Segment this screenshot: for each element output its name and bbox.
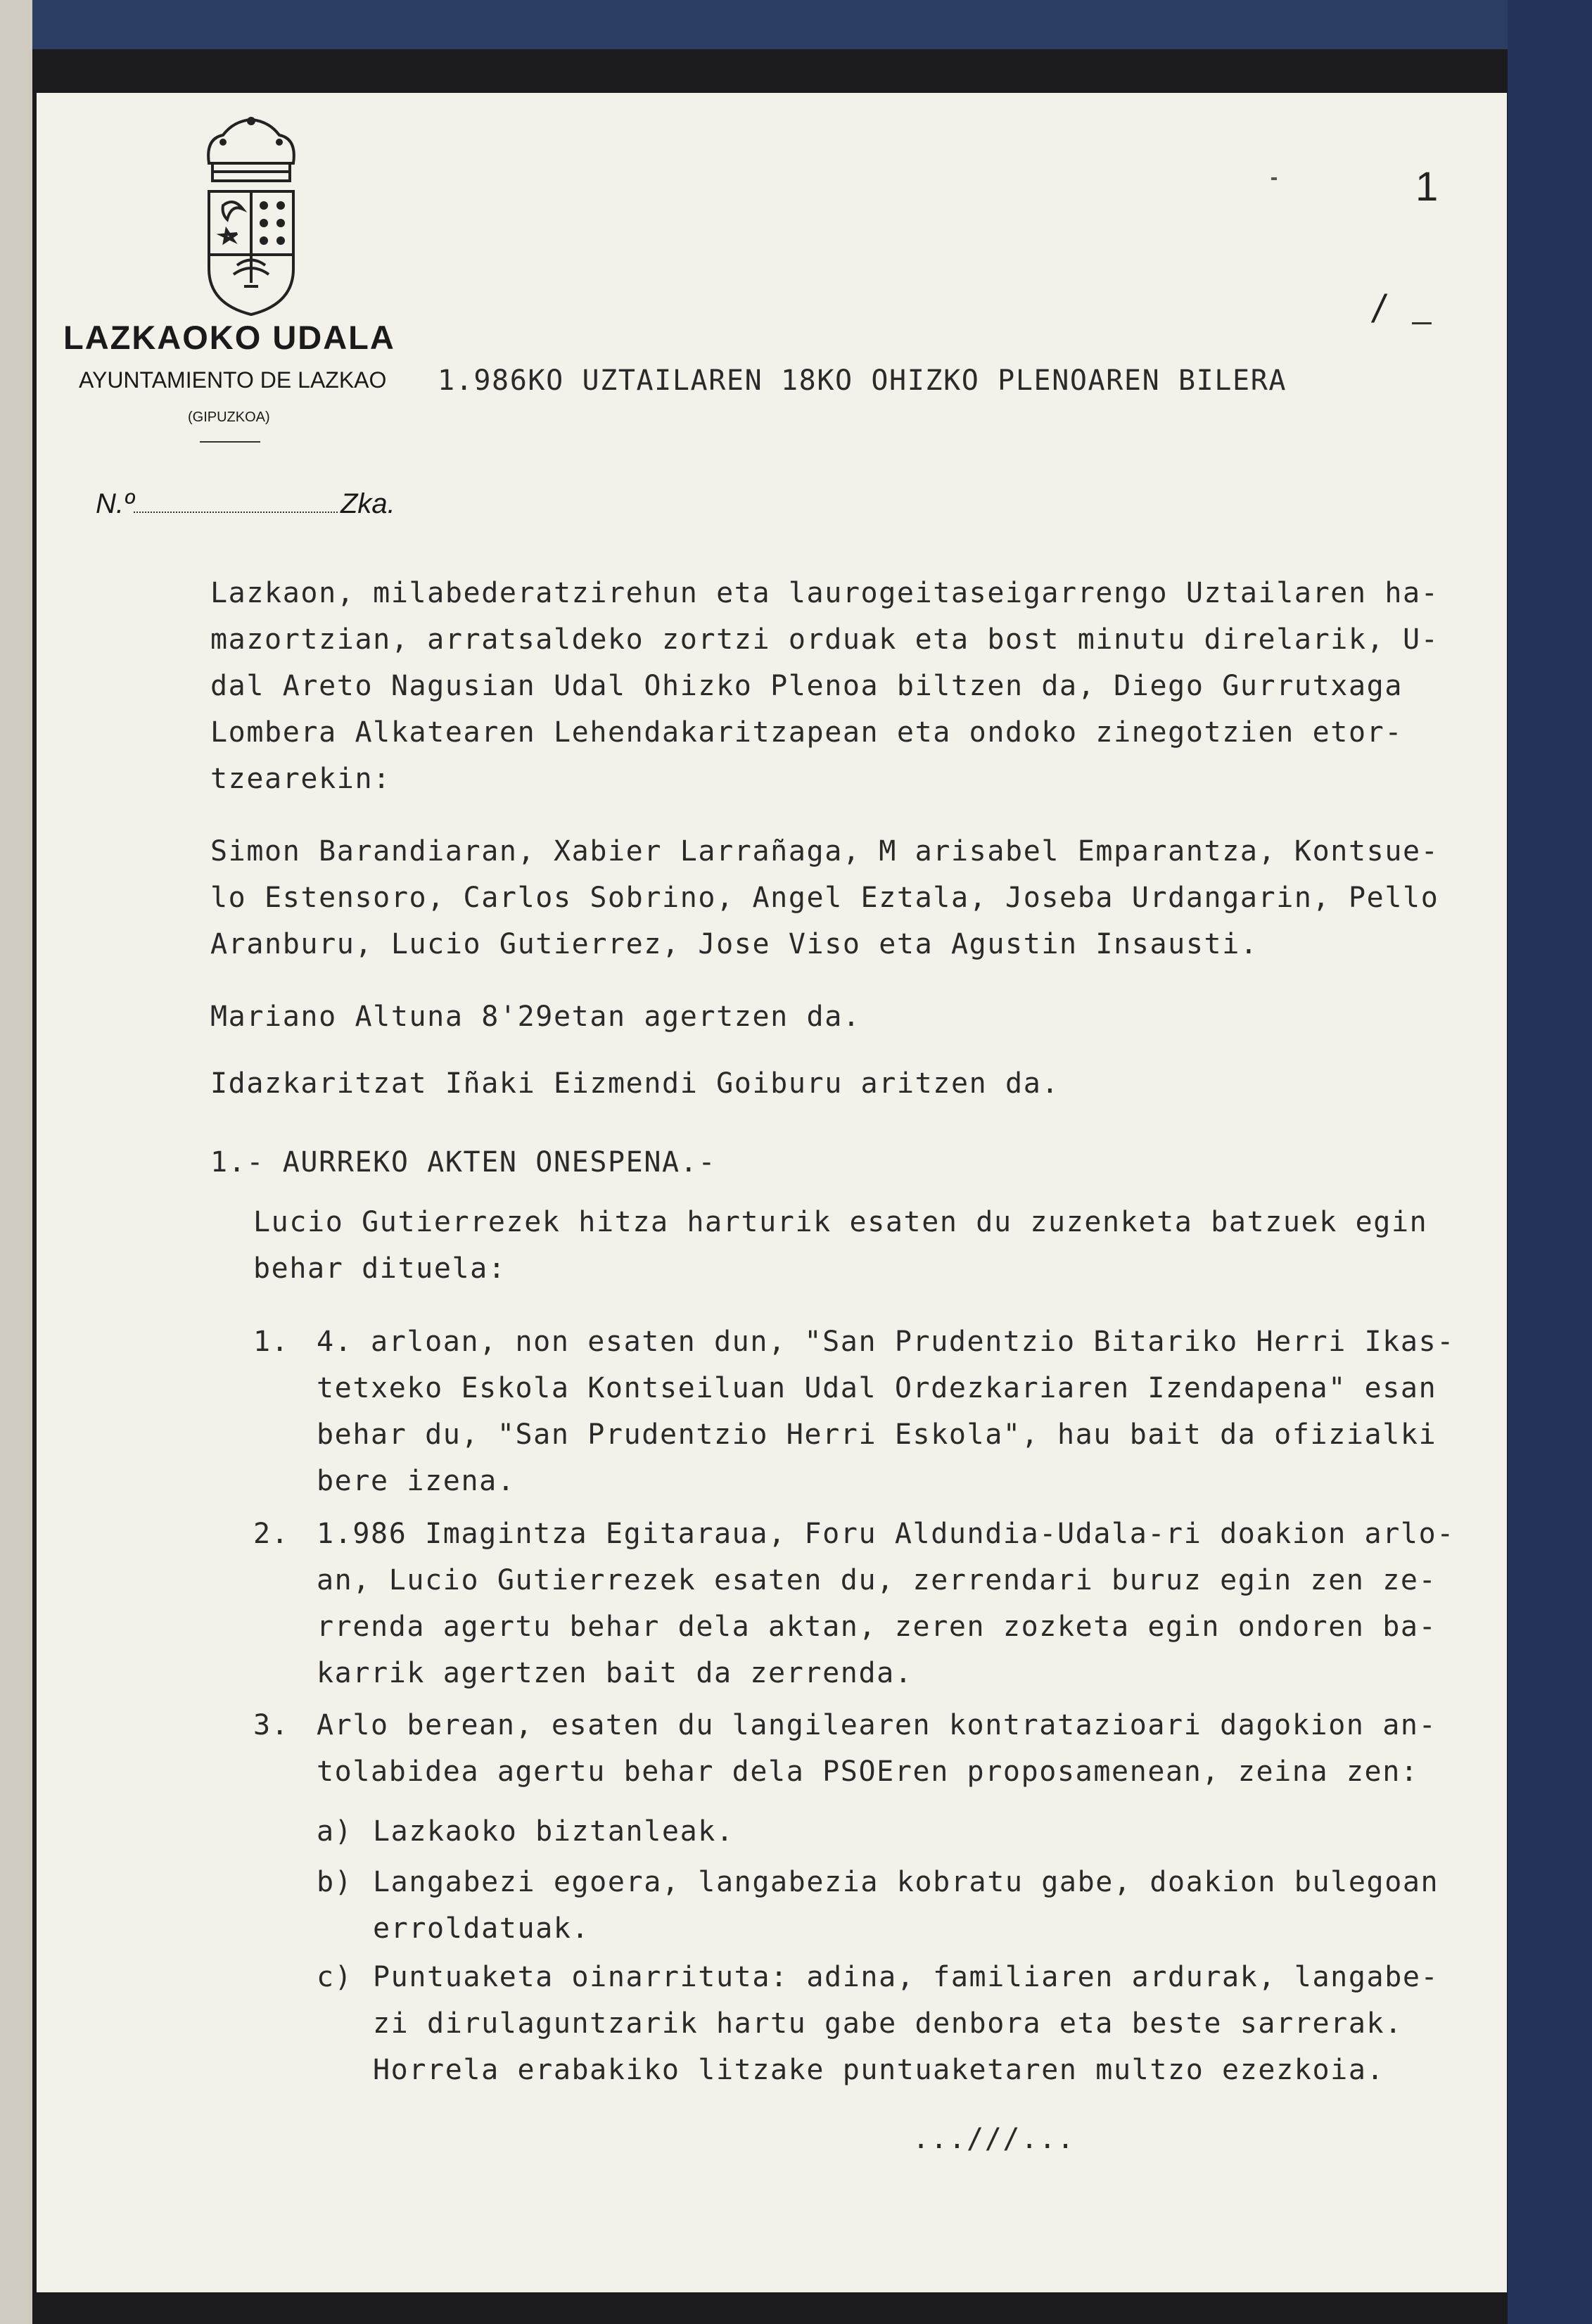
item-number: 1. (253, 1326, 290, 1358)
item-line: bere izena. (317, 1465, 516, 1497)
page-number: 1 (1415, 164, 1439, 210)
ayuntamiento-name: AYUNTAMIENTO DE LAZKAO (79, 367, 387, 393)
coat-of-arms-icon (181, 114, 321, 325)
province-name: (GIPUZKOA) (188, 409, 270, 425)
binder-cover-right (1508, 0, 1592, 2324)
item-line: an, Lucio Gutierrezek esaten du, zerrendari buruz egin zen ze- (317, 1564, 1437, 1596)
attendees-line: Aranburu, Lucio Gutierrez, Jose Viso eta Agustin Insausti. (210, 928, 1259, 960)
number-label: N.º (96, 488, 134, 519)
attendees-line: lo Estensoro, Carlos Sobrino, Angel Eztala, Joseba Urdangarin, Pello (210, 882, 1439, 914)
section-intro-line: behar dituela: (253, 1252, 507, 1285)
subitem-line: erroldatuak. (373, 1912, 590, 1945)
item-line: Arlo berean, esaten du langilearen kontratazioari dagokion an- (317, 1709, 1437, 1741)
subitem-line: Horrela erabakiko litzake puntuaketaren multzo ezezkoia. (373, 2054, 1385, 2086)
letterhead-divider (200, 441, 260, 443)
item-number: 2. (253, 1518, 290, 1550)
late-arrival-note: Mariano Altuna 8'29etan agertzen da. (210, 1001, 861, 1033)
item-line: karrik agertzen bait da zerrenda. (317, 1657, 913, 1689)
ink-speck (1271, 177, 1277, 180)
meeting-title: 1.986KO UZTAILAREN 18KO OHIZKO PLENOAREN BILERA (438, 364, 1287, 397)
handwritten-margin-mark: / (1373, 286, 1384, 331)
intro-line: tzearekin: (210, 763, 391, 795)
attendees-line: Simon Barandiaran, Xabier Larrañaga, M arisabel Emparantza, Kontsue- (210, 835, 1439, 868)
section-intro-line: Lucio Gutierrezek hitza harturik esaten du zuzenketa batzuek egin (253, 1206, 1428, 1238)
subitem-label: a) (317, 1815, 353, 1848)
section-heading: 1.- AURREKO AKTEN ONESPENA.- (210, 1146, 717, 1179)
previous-page-edge (0, 0, 32, 2324)
secretary-note: Idazkaritzat Iñaki Eizmendi Goiburu aritzen da. (210, 1067, 1060, 1100)
zka-label: Zka. (340, 488, 395, 519)
document-page (37, 93, 1507, 2292)
subitem-label: b) (317, 1866, 353, 1898)
municipality-name: LAZKAOKO UDALA (63, 319, 395, 356)
continuation-mark: ...///... (912, 2123, 1076, 2155)
intro-line: Lombera Alkatearen Lehendakaritzapean eta ondoko zinegotzien etor- (210, 716, 1403, 749)
item-line: 4. arloan, non esaten dun, "San Prudentzio Bitariko Herri Ikas- (317, 1326, 1455, 1358)
intro-line: mazortzian, arratsaldeko zortzi orduak eta bost minutu direlarik, U- (210, 623, 1439, 656)
subitem-line: Langabezi egoera, langabezia kobratu gabe, doakion bulegoan (373, 1866, 1439, 1898)
item-number: 3. (253, 1709, 290, 1741)
margin-dash (1412, 322, 1432, 324)
intro-line: dal Areto Nagusian Udal Ohizko Plenoa biltzen da, Diego Gurrutxaga (210, 670, 1403, 702)
binder-cover-top (0, 0, 1592, 49)
item-line: behar du, "San Prudentzio Herri Eskola", hau bait da ofizialki (317, 1418, 1437, 1451)
subitem-line: zi dirulaguntzarik hartu gabe denbora eta beste sarrerak. (373, 2007, 1403, 2040)
item-line: 1.986 Imagintza Egitaraua, Foru Aldundia-Udala-ri doakion arlo- (317, 1518, 1455, 1550)
subitem-line: Puntuaketa oinarrituta: adina, familiaren ardurak, langabe- (373, 1961, 1439, 1993)
item-line: tolabidea agertu behar dela PSOEren proposamenean, zeina zen: (317, 1755, 1419, 1788)
number-field-dotted-line (134, 512, 338, 513)
subitem-label: c) (317, 1961, 353, 1993)
item-line: rrenda agertu behar dela aktan, zeren zozketa egin ondoren ba- (317, 1611, 1437, 1643)
subitem-line: Lazkaoko biztanleak. (373, 1815, 734, 1848)
item-line: tetxeko Eskola Kontseiluan Udal Ordezkariaren Izendapena" esan (317, 1372, 1437, 1404)
intro-line: Lazkaon, milabederatzirehun eta laurogeitaseigarrengo Uztailaren ha- (210, 577, 1439, 609)
